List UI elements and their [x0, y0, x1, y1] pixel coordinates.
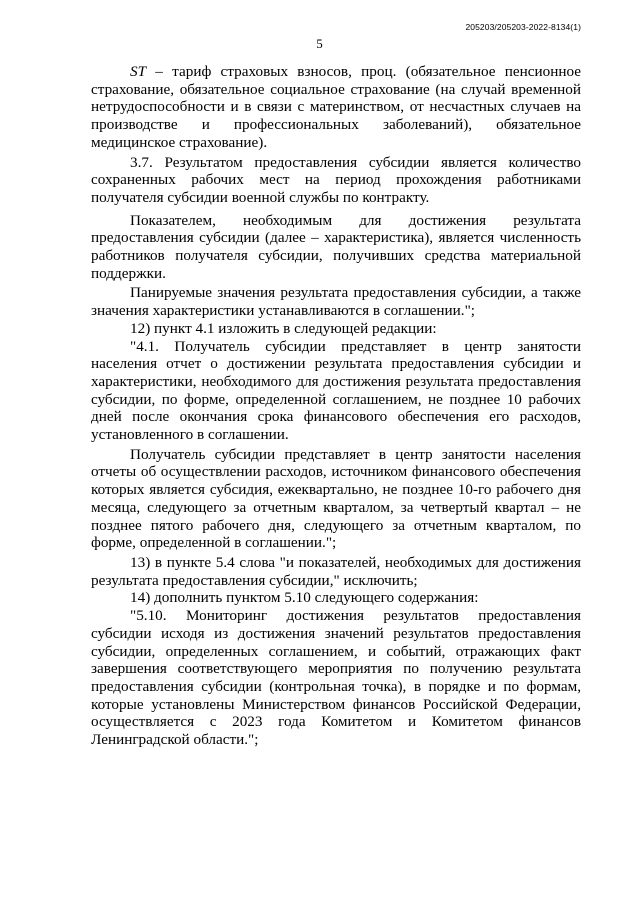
paragraph-4-1: "4.1. Получатель субсидии представляет в центр занятости населения отчет о достижении результата предоставления субсидии и характеристики, необходимого для достижения результата предоставления субсидии, по форме, определенной соглашением, не позднее 10 рабочих дней после окончания срока финансового обеспечения его расходов, установленного в соглашении. — [91, 337, 581, 444]
paragraph-planned-values: Панируемые значения результата предоставления субсидии, а также значения характеристики устанавливаются в соглашении."; — [91, 284, 581, 320]
page-number: 5 — [316, 36, 323, 51]
paragraph-tariff-definition — [91, 63, 581, 152]
st-symbol: ST — [130, 63, 147, 80]
document-body — [91, 63, 581, 749]
paragraph-item-14: 14) дополнить пунктом 5.10 следующего содержания: — [130, 589, 479, 607]
paragraph-5-10: "5.10. Мониторинг достижения результатов предоставления субсидии исходя из достижения значений результатов предоставления субсидии, определенных соглашением, и событий, отражающих факт завершения соответствующего мероприятия по получению результата предоставления субсидии (контрольная точка), в порядке и по формам, которые установлены Министерством финансов Российской Федерации, осуществляется с 2023 года Комитетом и Комитетом финансов Ленинградской области."; — [91, 607, 581, 749]
tariff-definition-text: – тариф страховых взносов, проц. (обязательное пенсионное страхование, обязательное социальное страхование (на случай временной нетрудоспособности и в связи с материнством, от несчастных случаев на производстве и профессиональных заболеваний), обязательное медицинское страхование). — [91, 63, 581, 151]
paragraph-characteristic: Показателем, необходимым для достижения результата предоставления субсидии (далее – характеристика), является численность работников получателя субсидии, получивших средства материальной поддержки. — [91, 211, 581, 282]
paragraph-reports: Получатель субсидии представляет в центр занятости населения отчеты об осуществлении расходов, источником финансового обеспечения которых является субсидия, ежеквартально, не позднее 10-го рабочего дня месяца, следующего за отчетным кварталом, за четвертый квартал – не позднее пятого рабочего дня, следующего за отчетным кварталом, по форме, определенной в соглашении."; — [91, 445, 581, 552]
paragraph-item-12: 12) пункт 4.1 изложить в следующей редакции: — [130, 319, 437, 337]
paragraph-3-7: 3.7. Результатом предоставления субсидии является количество сохраненных рабочих мест на период прохождения работниками получателя субсидии военной службы по контракту. — [91, 153, 581, 206]
document-id: 205203/205203-2022-8134(1) — [465, 22, 581, 32]
paragraph-item-13: 13) в пункте 5.4 слова "и показателей, необходимых для достижения результата предоставления субсидии," исключить; — [91, 553, 581, 589]
